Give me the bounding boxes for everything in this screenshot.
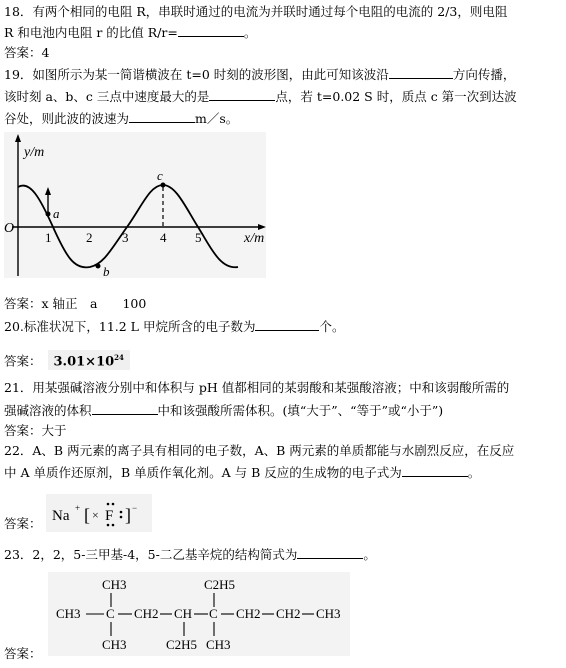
q19-text: 19．如图所示为某一简谐横波在 t=0 时刻的波形图，由此可知该波沿 bbox=[4, 67, 389, 82]
answer-blank bbox=[129, 110, 195, 123]
point-b bbox=[96, 264, 101, 269]
electron-dot bbox=[107, 524, 110, 527]
tick-label: 5 bbox=[195, 230, 202, 245]
q18-text: 。 bbox=[243, 25, 257, 40]
electron-formula bbox=[46, 494, 152, 532]
q22-text: 。 bbox=[467, 465, 481, 480]
q21-answer: 答案：大于 bbox=[4, 423, 67, 438]
substituent-bottom: CH3 bbox=[102, 637, 127, 652]
q19-line1 bbox=[4, 66, 515, 83]
substituent-top: C2H5 bbox=[204, 577, 236, 592]
transferred-electron: × bbox=[92, 508, 99, 522]
electron-dot bbox=[112, 503, 115, 506]
q18-text: 18．有两个相同的电阻 R，串联时通过的电流为并联时通过每个电阻的电流的 2/3，则电阻 bbox=[4, 4, 508, 19]
wave-curve bbox=[18, 185, 238, 267]
answer-blank bbox=[178, 24, 244, 37]
q20-line1 bbox=[4, 318, 344, 335]
origin-label: O bbox=[4, 221, 15, 236]
bracket-open: [ bbox=[84, 505, 90, 525]
anion-symbol: F bbox=[105, 508, 114, 524]
q22-text: 中 A 单质作还原剂，B 单质作氧化剂。A 与 B 反应的生成物的电子式为 bbox=[4, 465, 402, 480]
tick-label: 3 bbox=[122, 230, 129, 245]
structural-formula bbox=[48, 572, 350, 656]
tick-label: 2 bbox=[86, 230, 93, 245]
bracket-close: ] bbox=[125, 505, 131, 525]
answer-blank bbox=[209, 88, 275, 101]
q23-line1 bbox=[4, 546, 376, 563]
y-axis-arrow bbox=[15, 134, 21, 142]
wave-figure bbox=[0, 130, 280, 282]
point-c bbox=[161, 183, 166, 188]
q23-answer-label: 答案： bbox=[4, 646, 42, 661]
substituent-top: CH3 bbox=[102, 577, 127, 592]
x-axis-label: x/m bbox=[244, 231, 265, 246]
electron-dot bbox=[120, 516, 123, 519]
q21-line1: 21．用某强碱溶液分别中和体积与 pH 值都相同的某弱酸和某强酸溶液；中和该弱酸所需的 bbox=[4, 380, 510, 395]
q19-answer: 答案：x 轴正 a 100 bbox=[4, 296, 147, 311]
anion-charge: − bbox=[132, 503, 138, 513]
q23-text: 23．2，2，5-三甲基-4，5-二乙基辛烷的结构简式为 bbox=[4, 547, 298, 562]
q18-answer: 答案：4 bbox=[4, 45, 50, 60]
q21-text: 强碱溶液的体积 bbox=[4, 403, 92, 418]
q19-text: 方向传播， bbox=[452, 67, 516, 82]
chain-group: C bbox=[209, 606, 218, 621]
chain-group: C bbox=[106, 606, 115, 621]
velocity-arrow-head bbox=[45, 187, 51, 195]
answer-label: 答案： bbox=[4, 353, 42, 369]
y-axis-label: y/m bbox=[24, 145, 45, 160]
q21-text: 中和该强酸所需体积。(填“大于”、“等于”或“小于”) bbox=[157, 403, 444, 418]
cation-charge: + bbox=[75, 503, 81, 513]
answer-image bbox=[48, 350, 130, 370]
chain-group: CH2 bbox=[236, 606, 261, 621]
answer-blank bbox=[402, 464, 468, 477]
tick-label: 4 bbox=[160, 230, 167, 245]
cation-symbol: Na bbox=[52, 508, 70, 524]
point-a bbox=[46, 212, 51, 217]
point-c-label: c bbox=[157, 168, 163, 183]
electron-dot bbox=[107, 503, 110, 506]
q18-line1 bbox=[4, 4, 507, 20]
q18-text: R 和电池内电阻 r 的比值 R/r= bbox=[4, 25, 178, 40]
chain-group: CH2 bbox=[276, 606, 301, 621]
substituent-bottom: CH3 bbox=[206, 637, 231, 652]
q19-line3 bbox=[4, 110, 238, 127]
q19-text: 该时刻 a、b、c 三点中速度最大的是 bbox=[4, 89, 210, 104]
q19-text: 谷处，则此波的波速为 bbox=[4, 111, 130, 126]
q23-text: 。 bbox=[363, 547, 376, 562]
q19-line2 bbox=[4, 88, 517, 105]
tick-label: 1 bbox=[45, 230, 52, 245]
q22-answer-label: 答案： bbox=[4, 516, 42, 531]
answer-blank bbox=[92, 402, 158, 415]
chain-group: CH3 bbox=[56, 606, 81, 621]
point-b-label: b bbox=[103, 264, 110, 279]
substituent-bottom: C2H5 bbox=[166, 637, 198, 652]
q22-line2 bbox=[4, 464, 480, 481]
q20-text: 20.标准状况下，11.2 L 甲烷所含的电子数为 bbox=[4, 319, 256, 334]
q19-text: m／s。 bbox=[195, 111, 239, 126]
chain-group: CH3 bbox=[316, 606, 341, 621]
q20-text: 个。 bbox=[319, 319, 345, 334]
answer-exponent: 24 bbox=[114, 353, 124, 362]
chain-group: CH bbox=[174, 606, 193, 621]
q20-answer bbox=[4, 350, 130, 370]
q22-line1: 22．A、B 两元素的离子具有相同的电子数，A、B 两元素的单质都能与水剧烈反应，在反应 bbox=[4, 443, 515, 458]
q18-line2 bbox=[4, 24, 256, 41]
answer-value: 3.01×10 bbox=[53, 354, 115, 370]
chain-group: CH2 bbox=[134, 606, 159, 621]
q21-line2 bbox=[4, 402, 443, 419]
electron-dot bbox=[112, 524, 115, 527]
answer-blank bbox=[389, 66, 453, 79]
electron-dot bbox=[120, 511, 123, 514]
x-axis-arrow bbox=[258, 224, 266, 230]
q19-text: 点，若 t=0.02 S 时，质点 c 第一次到达波 bbox=[275, 89, 517, 104]
answer-blank bbox=[297, 546, 363, 559]
point-a-label: a bbox=[53, 206, 60, 221]
answer-blank bbox=[255, 318, 319, 331]
